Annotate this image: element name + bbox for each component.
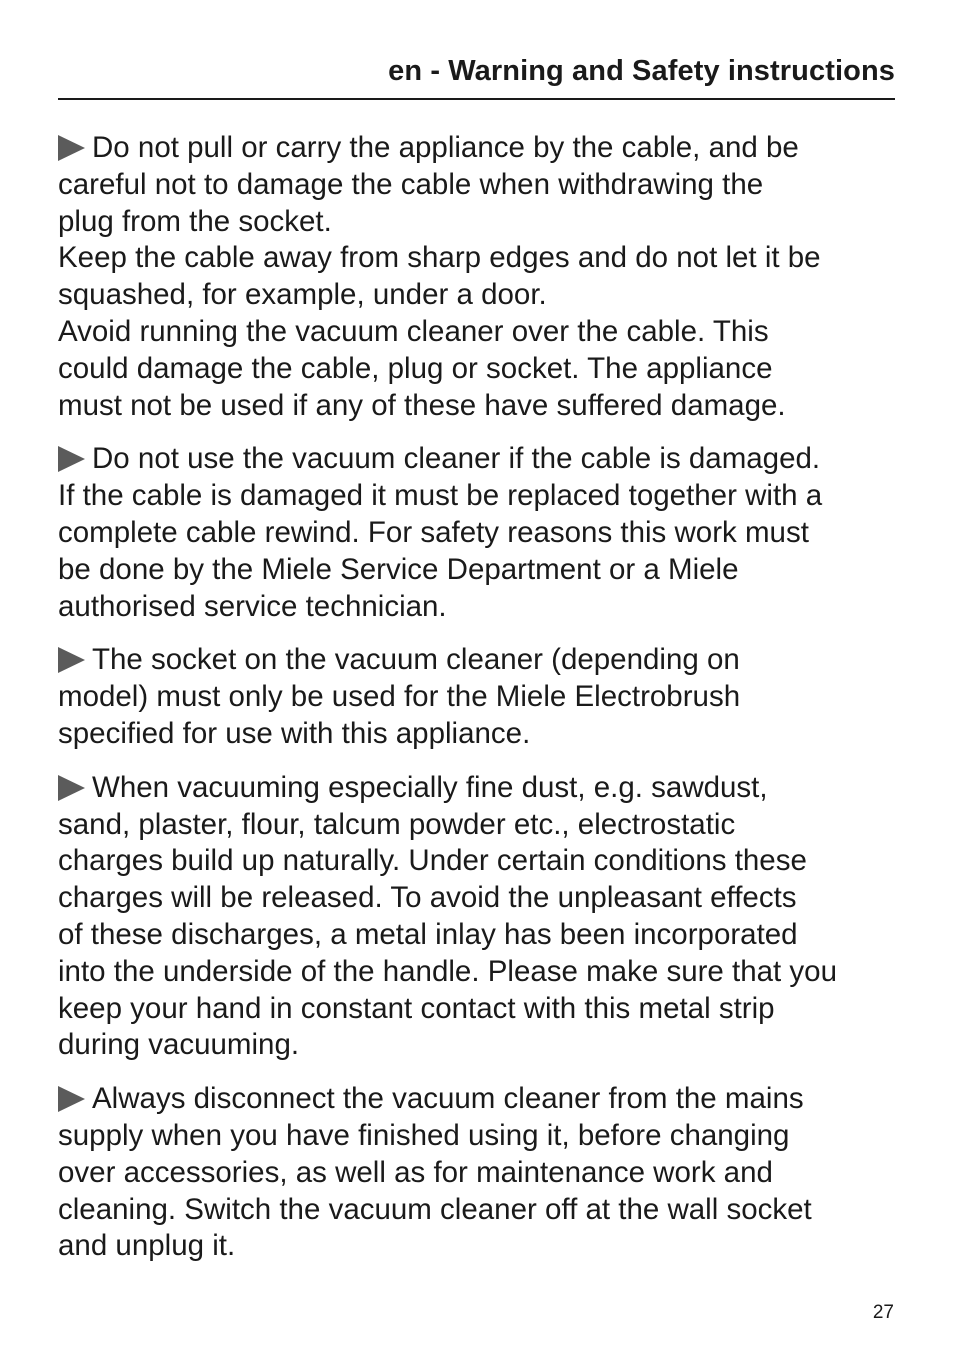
instruction-line: The socket on the vacuum cleaner (depending on — [58, 642, 898, 679]
instruction-line: over accessories, as well as for maintenance work and — [58, 1155, 773, 1189]
instruction-line: during vacuuming. — [58, 1028, 300, 1062]
instruction-line: be done by the Miele Service Department or a Miele — [58, 552, 739, 586]
instruction-block — [58, 1081, 898, 1265]
header-divider — [58, 98, 895, 100]
instruction-line: could damage the cable, plug or socket. The appliance — [58, 351, 773, 385]
instruction-line: supply when you have finished using it, before changing — [58, 1118, 790, 1152]
instruction-line: Keep the cable away from sharp edges and do not let it be — [58, 241, 821, 275]
instruction-line: charges build up naturally. Under certain conditions these — [58, 844, 807, 878]
instruction-line: of these discharges, a metal inlay has been incorporated — [58, 917, 798, 951]
instruction-line: must not be used if any of these have suffered damage. — [58, 388, 786, 422]
instruction-block — [58, 642, 898, 752]
instruction-line: squashed, for example, under a door. — [58, 278, 547, 312]
instruction-line: If the cable is damaged it must be replaced together with a — [58, 479, 823, 513]
page-number: 27 — [872, 1302, 894, 1323]
instruction-line: Do not pull or carry the appliance by the cable, and be — [58, 130, 898, 167]
instruction-line: Do not use the vacuum cleaner if the cable is damaged. — [58, 441, 898, 478]
instruction-line: and unplug it. — [58, 1229, 236, 1263]
triangle-bullet-icon — [58, 446, 85, 472]
instruction-line: Avoid running the vacuum cleaner over the cable. This — [58, 314, 769, 348]
triangle-bullet-icon — [58, 775, 85, 801]
instruction-line: complete cable rewind. For safety reasons this work must — [58, 515, 809, 549]
safety-instructions — [58, 130, 898, 1265]
page-header-title: en - Warning and Safety instructions — [388, 55, 895, 87]
instruction-block — [58, 441, 898, 625]
instruction-line: into the underside of the handle. Please make sure that you — [58, 954, 837, 988]
instruction-line: keep your hand in constant contact with this metal strip — [58, 991, 775, 1025]
instruction-block — [58, 770, 898, 1064]
triangle-bullet-icon — [58, 135, 85, 161]
instruction-line: sand, plaster, flour, talcum powder etc., electrostatic — [58, 807, 736, 841]
instruction-block — [58, 130, 898, 424]
instruction-line: charges will be released. To avoid the unpleasant effects — [58, 881, 797, 915]
triangle-bullet-icon — [58, 1086, 85, 1112]
instruction-line: plug from the socket. — [58, 204, 332, 238]
instruction-line: model) must only be used for the Miele Electrobrush — [58, 680, 741, 714]
instruction-line: cleaning. Switch the vacuum cleaner off at the wall socket — [58, 1192, 812, 1226]
instruction-line: specified for use with this appliance. — [58, 716, 531, 750]
instruction-line: Always disconnect the vacuum cleaner from the mains — [58, 1081, 898, 1118]
instruction-line: When vacuuming especially fine dust, e.g. sawdust, — [58, 770, 898, 807]
triangle-bullet-icon — [58, 647, 85, 673]
instruction-line: careful not to damage the cable when withdrawing the — [58, 167, 764, 201]
instruction-line: authorised service technician. — [58, 589, 447, 623]
